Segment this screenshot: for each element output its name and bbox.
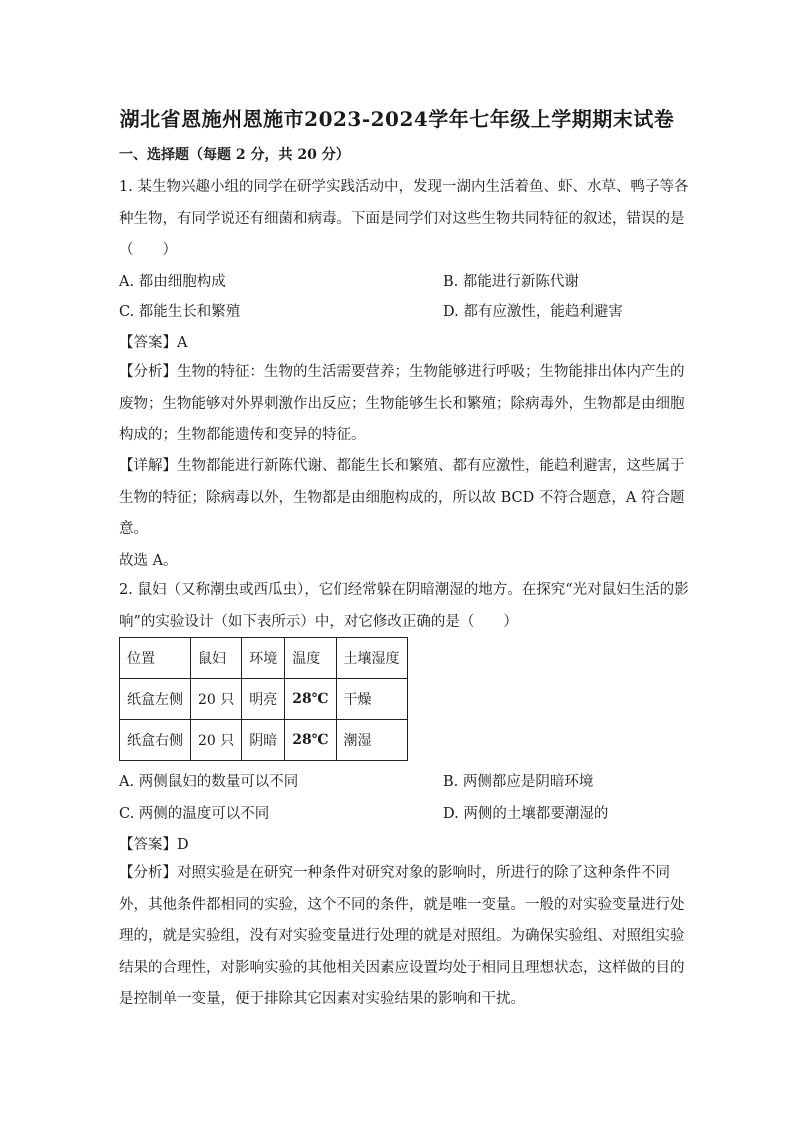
table-cell: 纸盒右侧 [120, 720, 191, 761]
table-header-cell: 环境 [242, 638, 285, 679]
text-line: 【分析】对照实验是在研究一种条件对研究对象的影响时，所进行的除了这种条件不同 [119, 865, 670, 881]
table-cell: 纸盒左侧 [120, 679, 191, 720]
table-cell: 28℃ [285, 720, 336, 761]
text-line: 响”的实验设计（如下表所示）中，对它修改正确的是（ ） [119, 613, 518, 630]
experiment-table [119, 637, 408, 761]
q1-option-b: B. 都能进行新陈代谢 [443, 274, 579, 290]
text-line: 意。 [119, 521, 148, 537]
q1-option-a: A. 都由细胞构成 [119, 274, 226, 290]
q1-option-d: D. 都有应激性，能趋利避害 [443, 304, 623, 320]
q1-option-c: C. 都能生长和繁殖 [119, 304, 241, 320]
section-heading: 一、选择题（每题 2 分，共 20 分） [119, 147, 350, 163]
text-line: 【详解】生物都能进行新陈代谢、都能生长和繁殖、都有应激性，能趋利避害，这些属于 [119, 458, 685, 474]
table-cell: 干燥 [336, 679, 407, 720]
table-cell: 潮湿 [336, 720, 407, 761]
q1-detail [119, 451, 685, 577]
q2-option-b: B. 两侧都应是阴暗环境 [443, 774, 594, 790]
text-line: 结果的合理性，对影响实验的其他相关因素应设置均处于相同且理想状态，这样做的目的 [119, 959, 685, 976]
text-line: 是控制单一变量，便于排除其它因素对实验结果的影响和干扰。 [119, 991, 525, 1007]
table-header-cell: 温度 [285, 638, 336, 679]
table-header-row [120, 638, 408, 679]
table-header-cell: 位置 [120, 638, 191, 679]
text-line: （ ） [119, 242, 177, 258]
q2-option-c: C. 两侧的温度可以不同 [119, 806, 270, 822]
q2-option-a: A. 两侧鼠妇的数量可以不同 [119, 774, 299, 790]
table-row [120, 679, 408, 720]
question-2-stem [119, 575, 689, 638]
table-cell: 20 只 [191, 679, 242, 720]
text-line: 废物；生物能够对外界刺激作出反应；生物能够生长和繁殖；除病毒外，生物都是由细胞 [119, 395, 685, 412]
table-header-cell: 鼠妇 [191, 638, 242, 679]
text-line: 1. 某生物兴趣小组的同学在研学实践活动中，发现一湖内生活着鱼、虾、水草、鸭子等各 [119, 179, 689, 195]
text-line: 生物的特征；除病毒以外，生物都是由细胞构成的，所以故 BCD 不符合题意，A 符合题 [119, 489, 685, 506]
table-cell: 20 只 [191, 720, 242, 761]
q1-answer: 【答案】A [119, 335, 188, 351]
question-1-stem [119, 172, 689, 267]
text-line: 外，其他条件都相同的实验，这个不同的条件，就是唯一变量。一般的对实验变量进行处 [119, 896, 685, 913]
text-line: 种生物，有同学说还有细菌和病毒。下面是同学们对这些生物共同特征的叙述，错误的是 [119, 210, 685, 227]
text-line: 构成的；生物都能遗传和变异的特征。 [119, 427, 366, 443]
text-line: 理的，就是实验组，没有对实验变量进行处理的就是对照组。为确保实验组、对照组实验 [119, 928, 685, 944]
text-line: 2. 鼠妇（又称潮虫或西瓜虫），它们经常躲在阴暗潮湿的地方。在探究“光对鼠妇生活的影 [119, 582, 689, 598]
text-line: 【分析】生物的特征：生物的生活需要营养；生物能够进行呼吸；生物能排出体内产生的 [119, 364, 685, 380]
table-cell: 阴暗 [242, 720, 285, 761]
q2-option-d: D. 两侧的土壤都要潮湿的 [443, 806, 609, 822]
table-cell: 28℃ [285, 679, 336, 720]
table-header-cell: 土壤湿度 [336, 638, 407, 679]
table-row [120, 720, 408, 761]
exam-title: 湖北省恩施州恩施市2023-2024学年七年级上学期期末试卷 [119, 107, 675, 131]
q2-answer: 【答案】D [119, 837, 189, 853]
q1-analysis [119, 357, 685, 452]
table-cell: 明亮 [242, 679, 285, 720]
q2-analysis [119, 858, 685, 1016]
text-line: 故选 A。 [119, 552, 178, 569]
